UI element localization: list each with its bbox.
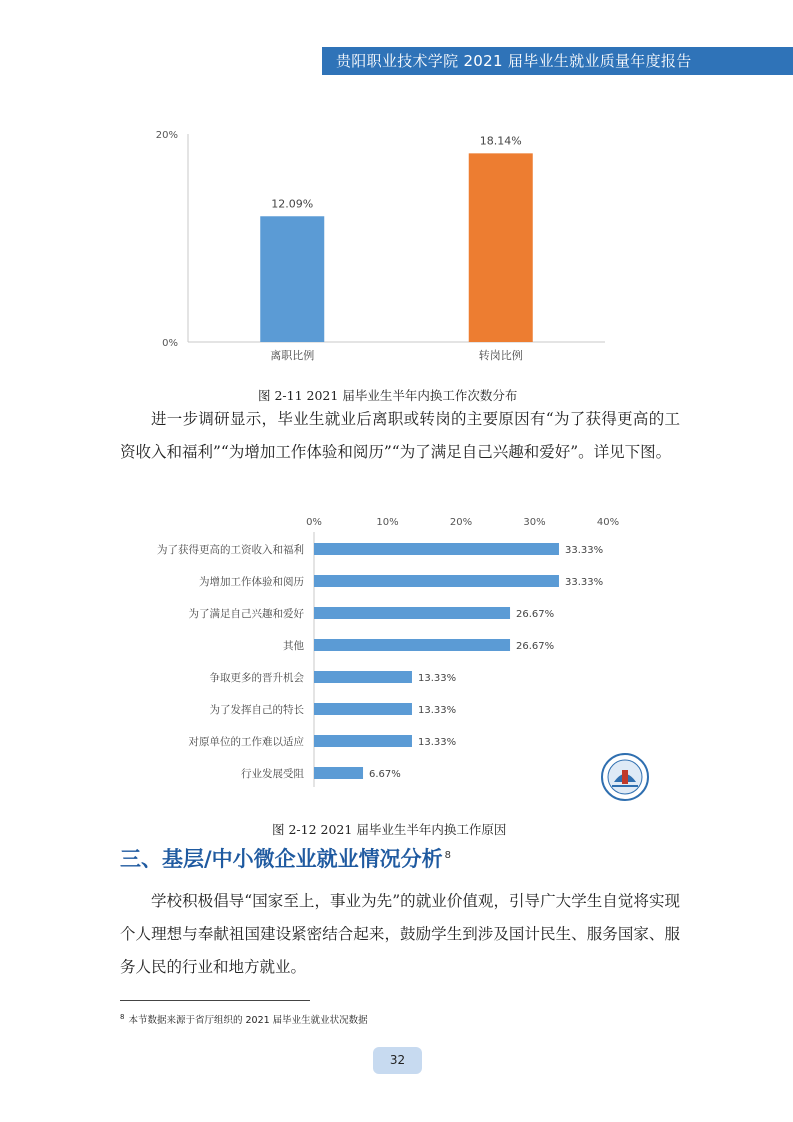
section-heading-text: 三、基层/中小微企业就业情况分析 xyxy=(120,847,443,871)
x-category-label: 离职比例 xyxy=(270,349,315,362)
bar xyxy=(260,216,324,342)
x-tick-label: 30% xyxy=(523,517,546,528)
report-title: 贵阳职业技术学院 2021 届毕业生就业质量年度报告 xyxy=(336,52,692,70)
bar xyxy=(469,153,533,342)
x-tick-label: 10% xyxy=(376,517,399,528)
y-tick-label: 0% xyxy=(162,338,178,349)
bar-value-label: 13.33% xyxy=(417,673,457,684)
y-tick-label: 20% xyxy=(155,130,178,141)
category-label: 为了满足自己兴趣和爱好 xyxy=(188,608,304,620)
footnote-reference: 8 xyxy=(444,850,452,861)
x-tick-label: 20% xyxy=(449,517,473,528)
bar-value-label: 33.33% xyxy=(564,577,604,588)
category-label: 为了获得更高的工资收入和福利 xyxy=(157,544,304,556)
category-label: 争取更多的晋升机会 xyxy=(209,672,304,684)
footnote xyxy=(120,1012,368,1026)
bar-value-label: 13.33% xyxy=(417,705,457,716)
category-label: 行业发展受阻 xyxy=(241,768,304,780)
page-number: 32 xyxy=(389,1053,406,1067)
bar xyxy=(314,767,363,779)
figure-2-12-caption: 图 2-12 2021 届毕业生半年内换工作原因 xyxy=(272,822,507,837)
bar xyxy=(314,607,510,619)
body-paragraph-1: 进一步调研显示，毕业生就业后离职或转岗的主要原因有“为了获得更高的工资收入和福利”“为增加工作体验和阅历”“为了满足自己兴趣和爱好”。详见下图。 xyxy=(120,410,680,461)
category-label: 为了发挥自己的特长 xyxy=(209,704,304,716)
bar-value-label: 13.33% xyxy=(417,737,457,748)
bar xyxy=(314,703,412,715)
figure-2-11-caption: 图 2-11 2021 届毕业生半年内换工作次数分布 xyxy=(258,388,518,403)
category-label: 为增加工作体验和阅历 xyxy=(199,576,304,588)
category-label: 对原单位的工作难以适应 xyxy=(188,736,304,748)
school-seal-logo xyxy=(600,752,650,802)
section-heading xyxy=(120,843,451,873)
bar xyxy=(314,671,412,683)
footnote-rule xyxy=(120,1000,310,1001)
bar xyxy=(314,735,412,747)
bar xyxy=(314,639,510,651)
bar xyxy=(314,575,559,587)
footnote-marker: 8 xyxy=(120,1012,125,1021)
footnote-text: 本节数据来源于省厅组织的 2021 届毕业生就业状况数据 xyxy=(128,1015,368,1026)
x-tick-label: 0% xyxy=(306,517,322,528)
bar-value-label: 12.09% xyxy=(271,197,314,211)
job-change-reasons-chart xyxy=(120,508,680,808)
bar-value-label: 33.33% xyxy=(564,545,604,556)
bar-value-label: 18.14% xyxy=(479,134,522,148)
x-tick-label: 40% xyxy=(596,517,620,528)
category-label: 其他 xyxy=(283,640,304,652)
job-change-chart xyxy=(150,120,620,370)
bar-value-label: 26.67% xyxy=(516,609,555,620)
x-category-label: 转岗比例 xyxy=(478,349,523,362)
bar-value-label: 26.67% xyxy=(516,641,555,652)
body-paragraph-2: 学校积极倡导“国家至上，事业为先”的就业价值观，引导广大学生自觉将实现个人理想与奉献祖国建设紧密结合起来，鼓励学生到涉及国计民生、服务国家、服务人民的行业和地方就业。 xyxy=(120,892,680,976)
bar-value-label: 6.67% xyxy=(369,769,401,780)
bar xyxy=(314,543,559,555)
